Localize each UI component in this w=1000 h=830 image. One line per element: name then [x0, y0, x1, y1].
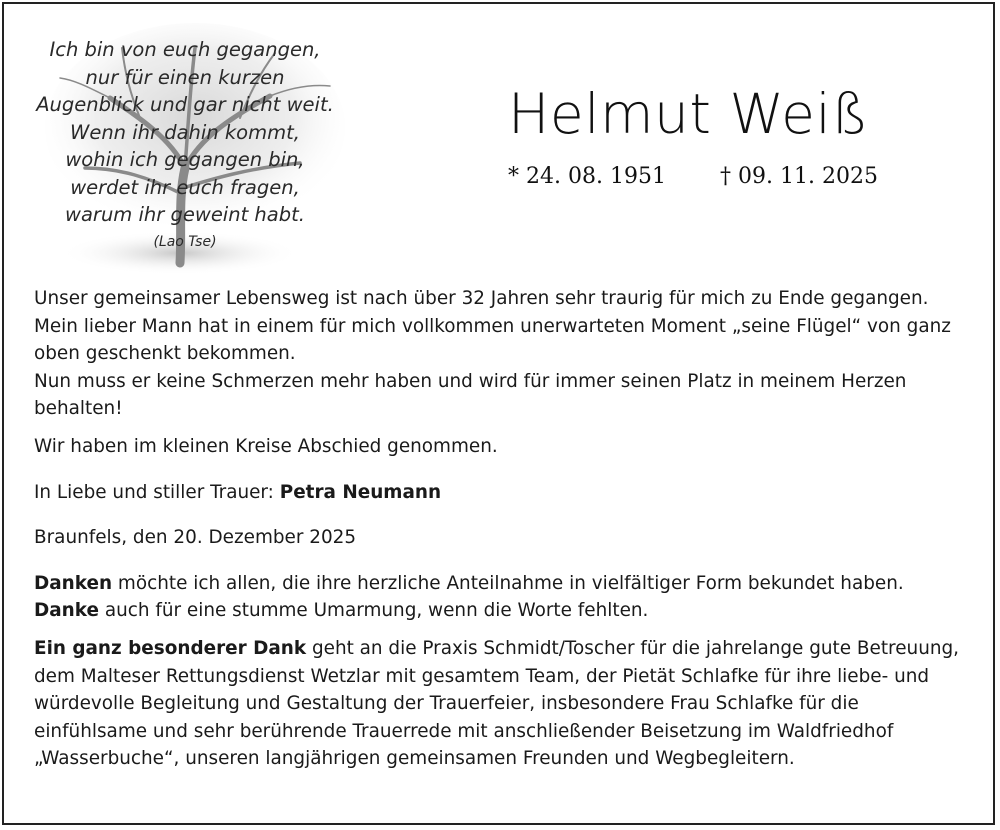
- death-date: † 09. 11. 2025: [720, 164, 878, 189]
- poem-author: (Lao Tse): [153, 233, 217, 250]
- paragraph-lebensweg: Unser gemeinsamer Lebensweg ist nach über 32 Jahren sehr traurig für mich zu Ende gegangen. Mein lieber Mann hat in einem für mich vollkommen unerwarteten Moment „seine Flügel“ von ganz oben geschenkt bekommen.: [34, 288, 951, 365]
- poem-line: warum ihr geweint habt.: [65, 203, 305, 226]
- poem-line: Augenblick und gar nicht weit.: [36, 93, 334, 116]
- poem-line: nur für einen kurzen: [85, 65, 285, 89]
- thanks-line-1: [34, 570, 974, 598]
- thanks-text: auch für eine stumme Umarmung, wenn die Worte fehlten.: [98, 600, 649, 622]
- mourning-line: [34, 479, 974, 507]
- thanks-line-2: [34, 597, 974, 625]
- poem-line: wohin ich gegangen bin,: [65, 148, 305, 171]
- deceased-name: Helmut Weiß: [508, 82, 869, 146]
- paragraph-schmerzen: Nun muss er keine Schmerzen mehr haben und wird für immer seinen Platz in meinem Herzen behalten!: [34, 370, 907, 420]
- thanks-bold: Danke: [34, 600, 99, 622]
- thanks-text: möchte ich allen, die ihre herzliche Anteilnahme in vielfältiger Form bekundet haben.: [112, 572, 904, 594]
- place-date: Braunfels, den 20. Dezember 2025: [34, 527, 357, 549]
- poem-line: Ich bin von euch gegangen,: [49, 38, 321, 61]
- thanks-bold: Ein ganz besonderer Dank: [34, 637, 307, 659]
- paragraph-abschied: Wir haben im kleinen Kreise Abschied genommen.: [34, 435, 498, 457]
- poem: [20, 36, 350, 253]
- thanks-bold: Danken: [34, 572, 113, 594]
- birth-date: * 24. 08. 1951: [508, 164, 666, 189]
- thanks-line-3: [34, 635, 974, 773]
- poem-line: werdet ihr euch fragen,: [70, 175, 300, 199]
- poem-line: Wenn ihr dahin kommt,: [70, 120, 300, 144]
- mourner-name: Petra Neumann: [279, 481, 442, 503]
- thanks-text: geht an die Praxis Schmidt/Toscher für die jahrelange gute Betreuung, dem Malteser Rettungsdienst Wetzlar mit gesamtem Team, der Pietät Schlafke für ihre liebe- und würdevolle Begleitung und Gestaltung der Trauerfeier, insbesondere Frau Schlafke für die einfühlsame und sehr berührende Trauerrede mit anschließender Beisetzung im Waldfriedhof „Wasserbuche“, unseren langjährigen gemeinsamen Freunden und Wegbegleitern.: [34, 637, 960, 770]
- mourning-prefix: In Liebe und stiller Trauer:: [34, 481, 280, 503]
- obituary-text: [34, 285, 974, 773]
